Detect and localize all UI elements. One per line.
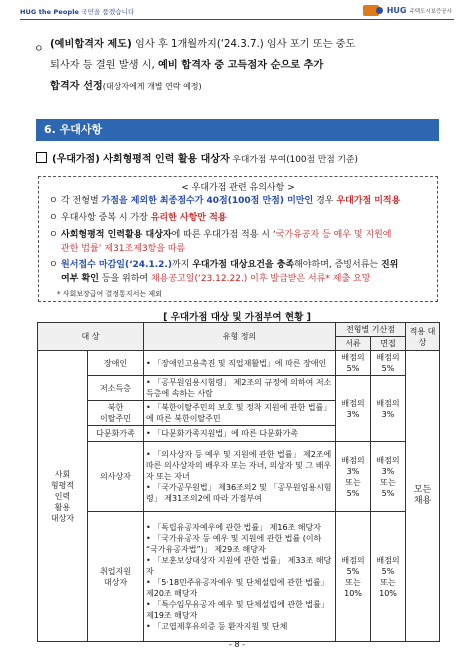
- note-item: ㅇ 우대사항 중복 시 가장 유리한 사항만 적용: [49, 213, 227, 223]
- note-footnote: * 사회보장급여 결정통지서는 제외: [57, 290, 162, 298]
- row-definition: • 「공무원임용시험령」 제2조의 규정에 의하여 저소득층에 속하는 사람: [144, 376, 336, 401]
- row-doc: 배점의 3%: [336, 376, 371, 442]
- header-apply: 적용 대상: [406, 323, 440, 351]
- square-bullet-icon: [36, 152, 47, 163]
- row-definition: • 「북한이탈주민의 보호 및 정착 지원에 관한 법률」에 따른 북한이탈주민: [144, 401, 336, 426]
- notes-box: [38, 176, 438, 302]
- notes-title: < 우대가점 관련 유의사항 >: [181, 183, 295, 193]
- row-doc: 배점의 5%: [336, 351, 371, 376]
- hug-logo-icon: [363, 5, 379, 16]
- pref-heading: (우대가점) 사회형평적 인력 활용 대상자 우대가점 부여(100점 만점 기준): [36, 150, 358, 165]
- intro-bullet: ㅇ: [34, 44, 44, 55]
- header-def: 유형 정의: [144, 323, 336, 351]
- row-definition: • 「장애인고용촉진 및 직업재활법」에 따른 장애인: [144, 351, 336, 376]
- row-category: 북한 이탈주민: [88, 401, 144, 426]
- header-rule: [20, 19, 454, 20]
- header-interview: 면접: [371, 337, 406, 351]
- note-item: ㅇ 각 전형별 가점을 제외한 최종점수가 40점(100점 만점) 미만인 경우 우대가점 미적용: [49, 196, 401, 206]
- note-item: ㅇ 원서접수 마감일(‘24.1.2.)까지 우대가점 대상요건을 충족해야하며, 증빙서류는 진위 여부 확인 등을 위하여 채용공고일(‘23.12.22.) 이후 발급받은 서류* 제출 요망: [49, 260, 399, 284]
- row-category: 다문화가족: [88, 426, 144, 442]
- preference-table: [37, 322, 440, 642]
- header-org-left: HUG the People 국민을 품겠습니다: [20, 8, 135, 16]
- row-interview: 배점의 3%: [371, 376, 406, 442]
- row-definition: • 「의사상자 등 예우 및 지원에 관한 법률」 제2조에 따른 의사상자의 배우자 또는 자녀, 의상자 및 그 배우자 또는 자녀 • 「국가공무원법」 제36조의2 및 「공무원임용시험령」 제31조의2에 따라 가점부여: [144, 442, 336, 512]
- row-doc: 배점의 5% 또는 10%: [336, 512, 371, 642]
- row-interview: 배점의 5%: [371, 351, 406, 376]
- note-item: ㅇ 사회형평적 인력활용 대상자에 따른 우대가점 적용 시 ‘국가유공자 등 예우 및 지원에 관한 법률’ 제31조제3항을 따름: [49, 230, 392, 254]
- table-title: [ 우대가점 대상 및 가점부여 현황 ]: [163, 312, 311, 323]
- row-doc: 배점의 3% 또는 5%: [336, 442, 371, 512]
- row-category: 장애인: [88, 351, 144, 376]
- page-number: - 8 -: [229, 640, 245, 649]
- row-definition: • 「독립유공자예우에 관한 법률」 제16조 해당자 • 「국가유공자 등 예우 및 지원에 관한 법률 (이하 “국가유공자법”)」 제29조 해당자 • 「보훈보상대상자 지원에 관한 법률」 제33조 해당자 • 「5·18민주유공자예우 및 단체설립에 관한 법률」 제20조 해당자 • 「특수임무유공자 예우 및 단체설립에 관한 법률」 제19조 해당자 • 「고엽제후유의증 등 환자지원 및 단체: [144, 512, 336, 642]
- hug-logo: HUG 주택도시보증공사: [363, 5, 452, 16]
- row-category: 저소득층: [88, 376, 144, 401]
- row-category: 취업지원 대상자: [88, 512, 144, 642]
- intro-paragraph: (예비합격자 제도) 임사 후 1개월까지(‘24.3.7.) 임사 포기 또는 중도 퇴사자 등 결원 발생 시, 예비 합격자 중 고득점자 순으로 추가 합격자 선정(대상자에게 개별 연락 예정): [50, 39, 356, 92]
- row-interview: 배점의 5% 또는 10%: [371, 512, 406, 642]
- row-interview: 배점의 3% 또는 5%: [371, 442, 406, 512]
- header-target: 대 상: [38, 323, 144, 351]
- row-definition: • 「다문화가족지원법」에 따른 다문화가족: [144, 426, 336, 442]
- row-category: 의사상자: [88, 442, 144, 512]
- header-doc: 서류: [336, 337, 371, 351]
- apply-cell: 모든 채용: [406, 351, 440, 642]
- header-stage: 전형별 기산점: [336, 323, 406, 337]
- group-cell: 사회 형평적 인력 활용 대상자: [38, 351, 88, 642]
- section-title: 6. 우대사항: [36, 119, 439, 141]
